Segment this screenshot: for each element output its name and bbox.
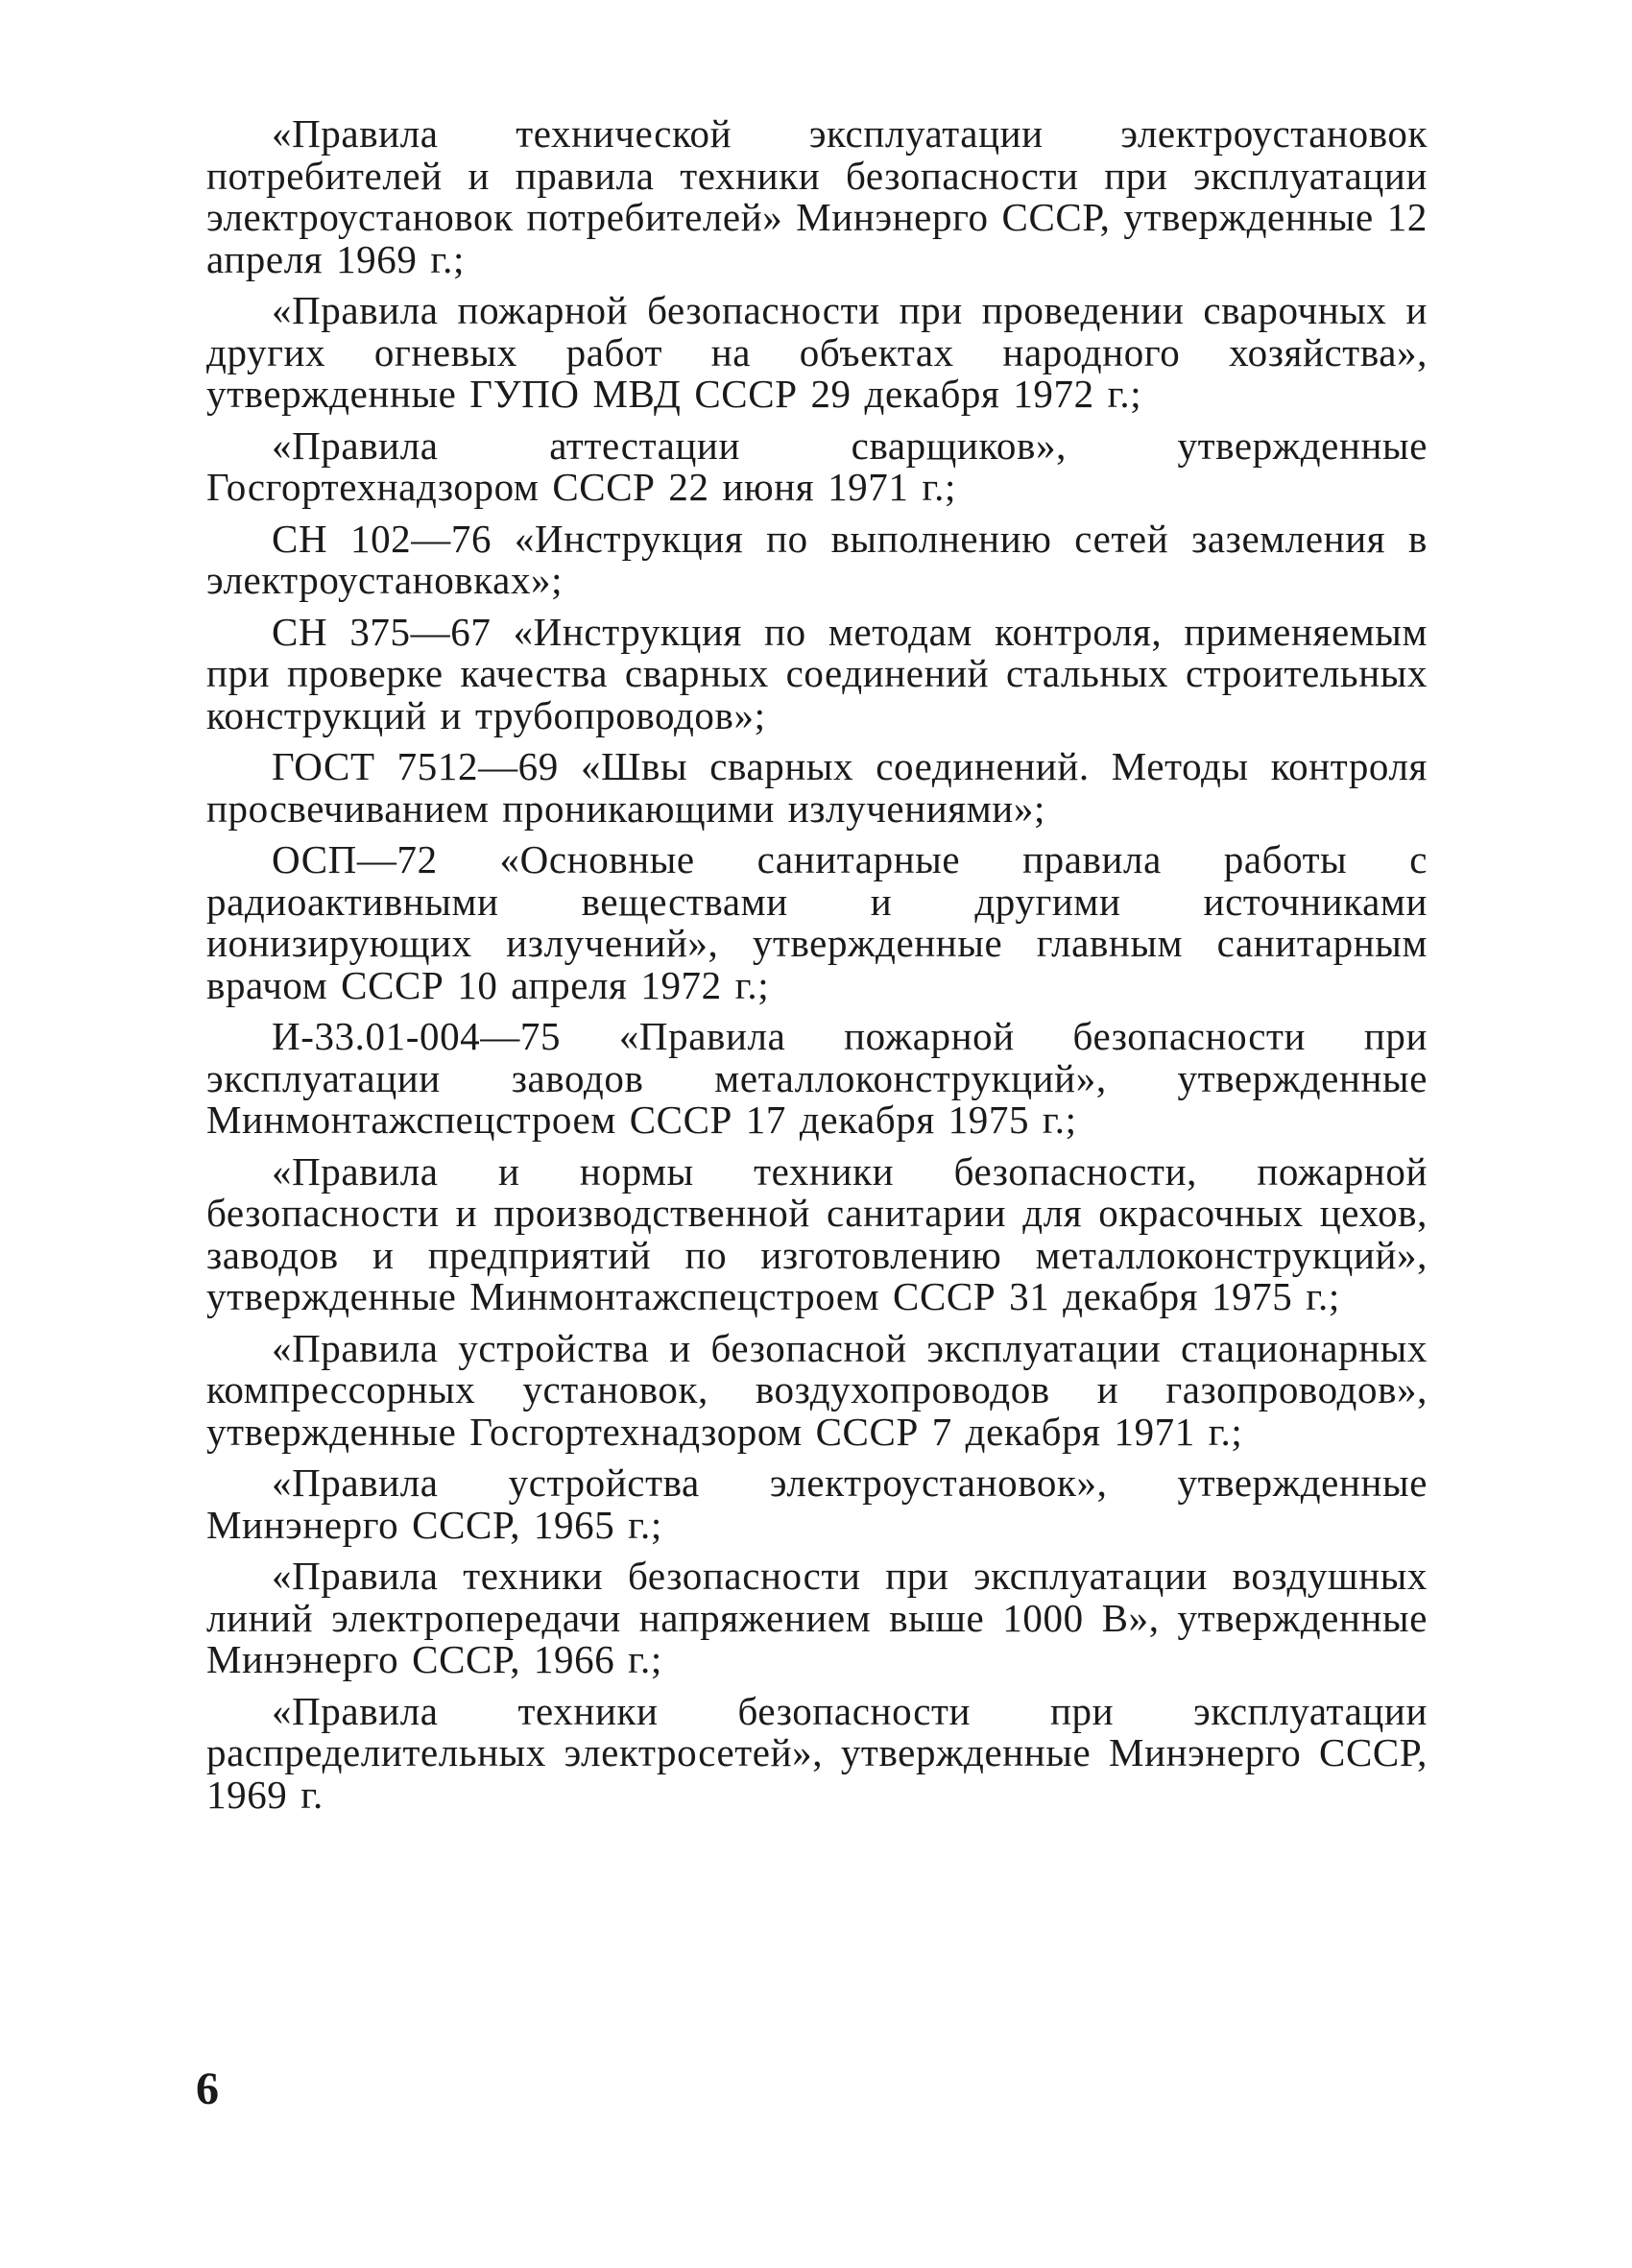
regulation-entry: ГОСТ 7512—69 «Швы сварных соединений. Методы контроля просвечиванием проникающими излучениями»; <box>206 744 1428 831</box>
regulation-entry: СН 102—76 «Инструкция по выполнению сетей заземления в электроустановках»; <box>206 516 1428 602</box>
regulation-entry: «Правила техники безопасности при эксплуатации распределительных электросетей», утвержденные Минэнерго СССР, 1969 г. <box>206 1688 1428 1817</box>
regulation-entry: СН 375—67 «Инструкция по методам контроля, применяемым при проверке качества сварных соединений стальных строительных конструкций и трубопроводов»; <box>206 609 1428 737</box>
regulation-entry: «Правила устройства и безопасной эксплуатации стационарных компрессорных установок, воздухопроводов и газопроводов», утвержденные Госгортехнадзором СССР 7 декабря 1971 г.; <box>206 1325 1428 1454</box>
regulation-entry: «Правила пожарной безопасности при проведении сварочных и других огневых работ на объектах народного хозяйства», утвержденные ГУПО МВД СССР 29 декабря 1972 г.; <box>206 288 1428 416</box>
document-page <box>206 113 1428 1825</box>
regulation-entry: И-33.01-004—75 «Правила пожарной безопасности при эксплуатации заводов металлоконструкций», утвержденные Минмонтажспецстроем СССР 17 декабря 1975 г.; <box>206 1014 1428 1142</box>
regulation-entry: «Правила аттестации сварщиков», утвержденные Госгортехнадзором СССР 22 июня 1971 г.; <box>206 422 1428 509</box>
regulation-entry: «Правила и нормы техники безопасности, пожарной безопасности и производственной санитарии для окрасочных цехов, заводов и предприятий по изготовлению металлоконструкций», утвержденные Минмонтажспецстроем СССР 31 декабря 1975 г.; <box>206 1148 1428 1318</box>
regulation-entry: ОСП—72 «Основные санитарные правила работы с радиоактивными веществами и другими источниками ионизирующих излучений», утвержденные главным санитарным врачом СССР 10 апреля 1972 г.; <box>206 837 1428 1007</box>
regulation-entry: «Правила техники безопасности при эксплуатации воздушных линий электропередачи напряжением выше 1000 В», утвержденные Минэнерго СССР, 1966 г.; <box>206 1554 1428 1681</box>
page-number: 6 <box>196 2063 219 2114</box>
regulation-entry: «Правила технической эксплуатации электроустановок потребителей и правила техники безопасности при эксплуатации электроустановок потребителей» Минэнерго СССР, утвержденные 12 апреля 1969 г.; <box>206 111 1428 281</box>
regulation-entry: «Правила устройства электроустановок», утвержденные Минэнерго СССР, 1965 г.; <box>206 1460 1428 1547</box>
